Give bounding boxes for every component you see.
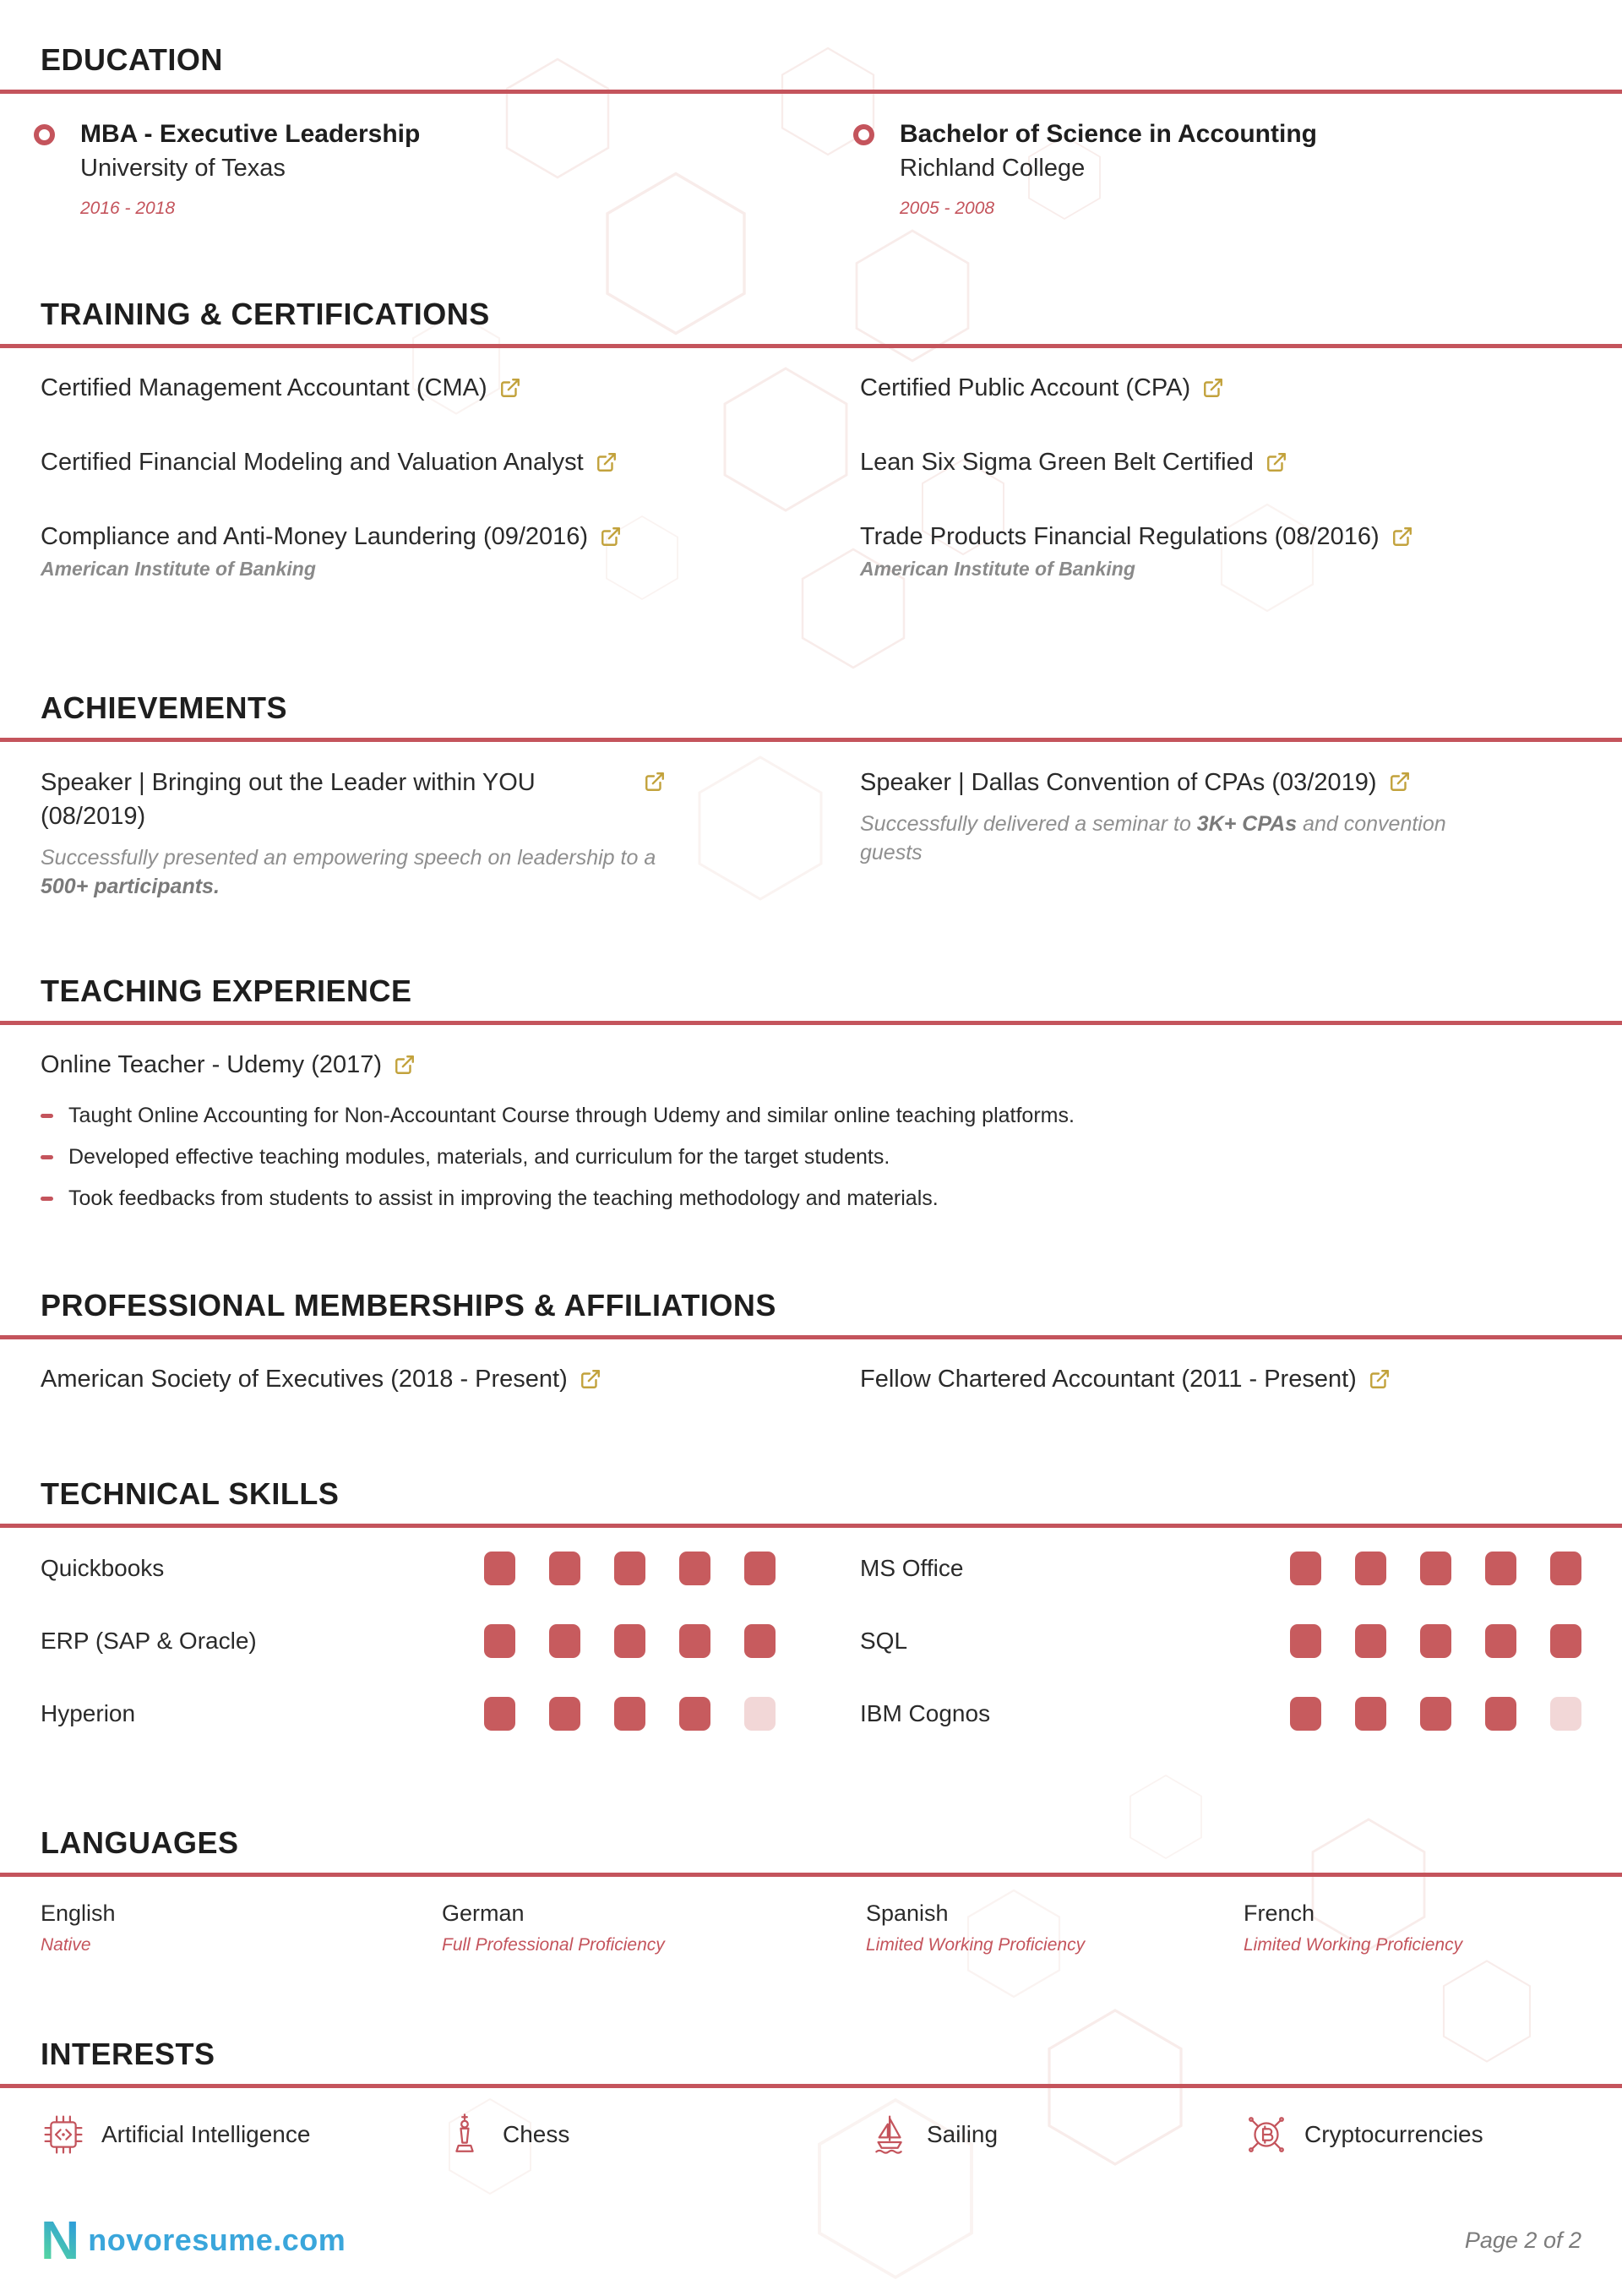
skill-level-square <box>614 1624 645 1658</box>
skill-level-square <box>1420 1697 1451 1731</box>
certification-name: Lean Six Sigma Green Belt Certified <box>860 449 1254 476</box>
degree-title: MBA - Executive Leadership <box>80 120 421 148</box>
skill-level-square <box>484 1624 515 1658</box>
skill-level-square <box>1485 1624 1516 1658</box>
certification-item <box>41 372 776 404</box>
skill-level-square <box>1485 1697 1516 1731</box>
skill-row <box>860 1624 1581 1658</box>
interest-label: Artificial Intelligence <box>101 2121 311 2147</box>
skill-level-square <box>549 1552 580 1585</box>
language-proficiency: Full Professional Proficiency <box>442 1935 665 1955</box>
page-indicator: Page 2 of 2 <box>1464 2227 1581 2253</box>
achievement-item <box>41 766 776 901</box>
interest-item <box>866 2112 1244 2157</box>
technical-skills-section <box>0 1476 1622 1770</box>
skill-level-square <box>679 1552 710 1585</box>
external-link-icon[interactable] <box>1389 771 1411 793</box>
language-name: Spanish <box>866 1901 949 1926</box>
memberships-heading: PROFESSIONAL MEMBERSHIPS & AFFILIATIONS <box>41 1288 776 1323</box>
skill-level-square <box>1355 1624 1386 1658</box>
certification-name: Compliance and Anti-Money Laundering (09/2016) <box>41 523 589 550</box>
skill-level-square <box>484 1552 515 1585</box>
language-item <box>866 1901 1244 1955</box>
external-link-icon[interactable] <box>644 771 666 793</box>
membership-item <box>860 1363 1581 1395</box>
external-link-icon[interactable] <box>394 1054 416 1076</box>
skill-level-indicator <box>484 1624 776 1658</box>
interest-label: Cryptocurrencies <box>1304 2121 1483 2147</box>
achievements-heading: ACHIEVEMENTS <box>41 690 288 725</box>
achievement-item <box>860 766 1581 901</box>
achievement-description: Successfully presented an empowering speech on leadership to a 500+ participants. <box>41 846 656 898</box>
language-name: English <box>41 1901 116 1926</box>
skill-name: Hyperion <box>41 1700 136 1726</box>
external-link-icon[interactable] <box>1369 1368 1391 1390</box>
external-link-icon[interactable] <box>1265 451 1287 473</box>
novoresume-logo[interactable] <box>41 2210 346 2271</box>
interest-item <box>41 2112 442 2157</box>
achievement-title: Speaker | Bringing out the Leader within YOU (08/2019) <box>41 769 536 830</box>
teaching-heading: TEACHING EXPERIENCE <box>41 973 412 1008</box>
experience-bullet: Took feedbacks from students to assist in improving the teaching methodology and materials. <box>41 1186 1581 1212</box>
interest-item <box>442 2112 866 2157</box>
skill-name: MS Office <box>860 1555 964 1581</box>
external-link-icon[interactable] <box>580 1368 601 1390</box>
education-dates: 2005 - 2008 <box>900 199 995 218</box>
chess-piece-icon <box>442 2112 487 2157</box>
school-name: Richland College <box>900 155 1086 182</box>
certification-name: Certified Financial Modeling and Valuation Analyst <box>41 449 584 476</box>
skill-level-square <box>1420 1552 1451 1585</box>
skill-row <box>860 1697 1581 1731</box>
external-link-icon[interactable] <box>1391 526 1413 548</box>
certification-item <box>860 372 1581 404</box>
education-item <box>853 117 1575 219</box>
interest-label: Sailing <box>927 2121 999 2147</box>
skill-level-square <box>744 1552 776 1585</box>
skill-level-square <box>614 1697 645 1731</box>
interest-label: Chess <box>503 2121 570 2147</box>
external-link-icon[interactable] <box>499 377 521 399</box>
certification-name: Certified Management Accountant (CMA) <box>41 374 487 401</box>
teaching-role-title: Online Teacher - Udemy (2017) <box>41 1051 383 1078</box>
bullet-ring-icon <box>853 124 874 145</box>
external-link-icon[interactable] <box>1202 377 1224 399</box>
teaching-experience-section <box>0 973 1622 1212</box>
experience-bullet: Taught Online Accounting for Non-Accountant Course through Udemy and similar online teaching platforms. <box>41 1103 1581 1129</box>
skill-name: SQL <box>860 1628 908 1654</box>
skill-row <box>41 1697 776 1731</box>
external-link-icon[interactable] <box>600 526 622 548</box>
cryptocurrency-icon <box>1244 2112 1289 2157</box>
skill-level-square <box>1355 1697 1386 1731</box>
memberships-section <box>0 1288 1622 1395</box>
language-name: French <box>1244 1901 1315 1926</box>
skill-row <box>41 1552 776 1585</box>
language-proficiency: Limited Working Proficiency <box>866 1935 1086 1955</box>
certification-name: Certified Public Account (CPA) <box>860 374 1191 401</box>
certifying-organization: American Institute of Banking <box>860 558 1135 580</box>
bullet-ring-icon <box>34 124 55 145</box>
skill-level-square <box>549 1624 580 1658</box>
skill-level-square <box>614 1552 645 1585</box>
skill-level-square <box>1485 1552 1516 1585</box>
skills-heading: TECHNICAL SKILLS <box>41 1476 340 1511</box>
achievement-title: Speaker | Dallas Convention of CPAs (03/2019) <box>860 769 1377 796</box>
skill-level-square <box>679 1624 710 1658</box>
certification-item <box>860 446 1581 478</box>
skill-level-square <box>1290 1624 1321 1658</box>
teaching-role <box>41 1049 1581 1081</box>
dash-bullet-icon <box>41 1114 53 1118</box>
dash-bullet-icon <box>41 1155 53 1159</box>
skill-level-square <box>1550 1697 1581 1731</box>
dash-bullet-icon <box>41 1197 53 1201</box>
page-footer <box>41 2210 1581 2271</box>
certification-item <box>860 521 1581 581</box>
education-dates: 2016 - 2018 <box>80 199 176 218</box>
skill-row <box>860 1552 1581 1585</box>
language-item <box>41 1901 442 1955</box>
certification-name: Trade Products Financial Regulations (08/2016) <box>860 523 1380 550</box>
skill-name: Quickbooks <box>41 1555 165 1581</box>
training-certifications-section <box>0 297 1622 623</box>
skill-level-indicator <box>1290 1624 1581 1658</box>
brand-text: novoresume.com <box>88 2222 346 2257</box>
interests-heading: INTERESTS <box>41 2037 215 2071</box>
degree-title: Bachelor of Science in Accounting <box>900 120 1317 148</box>
novoresume-n-icon: N <box>41 2210 80 2271</box>
skill-level-square <box>679 1697 710 1731</box>
language-proficiency: Limited Working Proficiency <box>1244 1935 1463 1955</box>
skill-level-square <box>1290 1697 1321 1731</box>
membership-item <box>41 1363 776 1395</box>
education-heading: EDUCATION <box>41 42 223 77</box>
skill-level-square <box>744 1624 776 1658</box>
education-item <box>34 117 769 219</box>
skill-level-indicator <box>484 1697 776 1731</box>
skill-level-square <box>484 1697 515 1731</box>
language-item <box>442 1901 866 1955</box>
external-link-icon[interactable] <box>596 451 618 473</box>
skill-level-square <box>1420 1624 1451 1658</box>
skill-level-indicator <box>484 1552 776 1585</box>
experience-bullet: Developed effective teaching modules, materials, and curriculum for the target students. <box>41 1144 1581 1170</box>
certifying-organization: American Institute of Banking <box>41 558 316 580</box>
skill-level-square <box>744 1697 776 1731</box>
school-name: University of Texas <box>80 155 286 182</box>
interest-item <box>1244 2112 1581 2157</box>
skill-level-square <box>1550 1624 1581 1658</box>
interests-section <box>0 2037 1622 2157</box>
skill-name: IBM Cognos <box>860 1700 991 1726</box>
languages-heading: LANGUAGES <box>41 1825 239 1860</box>
ai-chip-icon <box>41 2112 86 2157</box>
certification-item <box>41 446 776 478</box>
language-proficiency: Native <box>41 1935 91 1955</box>
skill-level-square <box>1550 1552 1581 1585</box>
language-name: German <box>442 1901 525 1926</box>
skill-level-square <box>549 1697 580 1731</box>
skill-level-indicator <box>1290 1552 1581 1585</box>
sailboat-icon <box>866 2112 912 2157</box>
certification-item <box>41 521 776 581</box>
language-item <box>1244 1901 1581 1955</box>
skill-level-indicator <box>1290 1697 1581 1731</box>
achievements-section <box>0 690 1622 901</box>
skill-level-square <box>1355 1552 1386 1585</box>
membership-name: Fellow Chartered Accountant (2011 - Present) <box>860 1366 1357 1393</box>
languages-section <box>0 1825 1622 1955</box>
achievement-description: Successfully delivered a seminar to 3K+ CPAs and convention guests <box>860 812 1446 864</box>
training-heading: TRAINING & CERTIFICATIONS <box>41 297 490 331</box>
membership-name: American Society of Executives (2018 - Present) <box>41 1366 568 1393</box>
skill-row <box>41 1624 776 1658</box>
skill-name: ERP (SAP & Oracle) <box>41 1628 257 1654</box>
education-section <box>0 42 1622 219</box>
skill-level-square <box>1290 1552 1321 1585</box>
